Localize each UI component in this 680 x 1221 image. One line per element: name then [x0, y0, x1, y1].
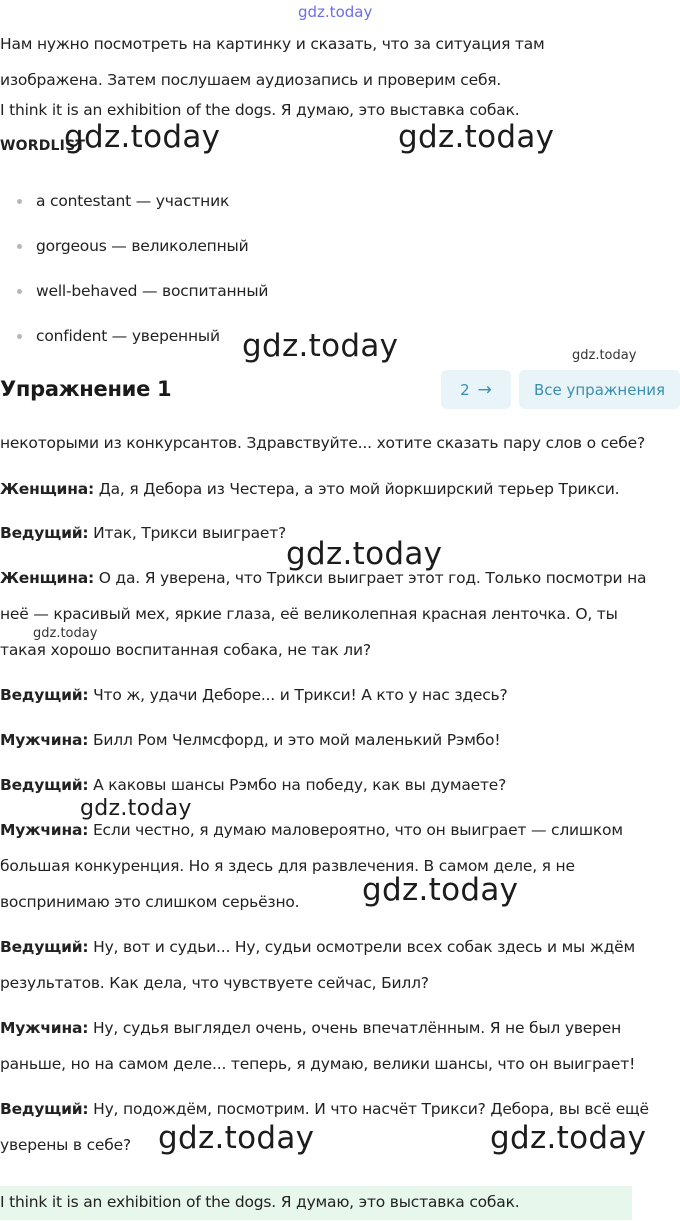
speaker-text: Что ж, удачи Деборе... и Трикси! А кто у нас здесь? [88, 686, 508, 704]
bullet-icon [17, 199, 22, 204]
watermark: gdz.today [362, 872, 519, 908]
intro-line-3: I think it is an exhibition of the dogs. Я думаю, это выставка собак. [0, 101, 520, 119]
next-exercise-label: 2 [460, 380, 470, 399]
speaker-text: Если честно, я думаю маловероятно, что он выиграет — слишком [88, 821, 623, 839]
dialogue-line: такая хорошо воспитанная собака, не так ли? [0, 641, 371, 659]
bullet-icon [17, 244, 22, 249]
speaker-label: Ведущий: [0, 938, 89, 956]
speaker-label: Ведущий: [0, 524, 89, 542]
dialogue-line: большая конкуренция. Но я здесь для развлечения. В самом деле, я не [0, 857, 575, 875]
speaker-text: Билл Ром Челмсфорд, и это мой маленький Рэмбо! [88, 731, 501, 749]
intro-line-2: изображена. Затем послушаем аудиозапись и проверим себя. [0, 71, 502, 89]
speaker-label: Ведущий: [0, 686, 89, 704]
speaker-label: Мужчина: [0, 731, 89, 749]
bullet-icon [17, 289, 22, 294]
speaker-label: Женщина: [0, 569, 94, 587]
watermark: gdz.today [64, 119, 221, 155]
speaker-label: Ведущий: [0, 776, 89, 794]
watermark: gdz.today [398, 119, 555, 155]
answer-text: I think it is an exhibition of the dogs. Я думаю, это выставка собак. [0, 1193, 520, 1211]
watermark: gdz.today [242, 328, 399, 364]
dialogue-line [0, 524, 286, 542]
speaker-text: А каковы шансы Рэмбо на победу, как вы думаете? [88, 776, 507, 794]
intro-line-1: Нам нужно посмотреть на картинку и сказать, что за ситуация там [0, 35, 545, 53]
dialogue-line [0, 569, 646, 587]
watermark: gdz.today [286, 536, 443, 572]
speaker-label: Мужчина: [0, 821, 89, 839]
speaker-text: О да. Я уверена, что Трикси выиграет этот год. Только посмотри на [93, 569, 647, 587]
dialogue-line: уверены в себе? [0, 1136, 131, 1154]
speaker-label: Ведущий: [0, 1100, 89, 1118]
dialogue-line [0, 731, 500, 749]
dialogue-line [0, 776, 506, 794]
speaker-text: Да, я Дебора из Честера, а это мой йоркширский терьер Трикси. [93, 480, 620, 498]
dialogue-line: результатов. Как дела, что чувствуете сейчас, Билл? [0, 974, 429, 992]
speaker-label: Мужчина: [0, 1019, 89, 1037]
next-exercise-button[interactable] [441, 370, 511, 409]
watermark: gdz.today [490, 1120, 647, 1156]
list-item-text: well-behaved — воспитанный [36, 282, 269, 300]
all-exercises-button[interactable]: Все упражнения [519, 370, 680, 409]
dialogue-line [0, 821, 623, 839]
watermark: gdz.today [572, 348, 637, 363]
bullet-icon [17, 334, 22, 339]
dialogue-line: раньше, но на самом деле... теперь, я думаю, велики шансы, что он выиграет! [0, 1055, 636, 1073]
list-item-text: a contestant — участник [36, 192, 230, 210]
answer-highlight [0, 1186, 632, 1220]
watermark-top: gdz.today [298, 3, 373, 21]
exercise-title: Упражнение 1 [0, 377, 172, 401]
dialogue-line [0, 480, 619, 498]
dialogue-line [0, 686, 508, 704]
arrow-right-icon: → [477, 379, 492, 400]
watermark: gdz.today [80, 796, 192, 821]
speaker-text: Итак, Трикси выиграет? [88, 524, 287, 542]
speaker-text: Ну, судья выглядел очень, очень впечатлённым. Я не был уверен [88, 1019, 622, 1037]
dialogue-line: некоторыми из конкурсантов. Здравствуйте... хотите сказать пару слов о себе? [0, 434, 645, 452]
list-item-text: gorgeous — великолепный [36, 237, 249, 255]
list-item-text: confident — уверенный [36, 327, 220, 345]
speaker-text: Ну, подождём, посмотрим. И что насчёт Трикси? Дебора, вы всё ещё [88, 1100, 649, 1118]
watermark: gdz.today [158, 1120, 315, 1156]
dialogue-line [0, 938, 635, 956]
wordlist-heading: WORDLIST [0, 138, 86, 154]
speaker-text: Ну, вот и судьи... Ну, судьи осмотрели всех собак здесь и мы ждём [88, 938, 635, 956]
watermark: gdz.today [33, 626, 98, 641]
dialogue-line [0, 1019, 621, 1037]
dialogue-line [0, 1100, 649, 1118]
dialogue-line: воспринимаю это слишком серьёзно. [0, 893, 300, 911]
dialogue-line: неё — красивый мех, яркие глаза, её великолепная красная ленточка. О, ты [0, 605, 618, 623]
speaker-label: Женщина: [0, 480, 94, 498]
